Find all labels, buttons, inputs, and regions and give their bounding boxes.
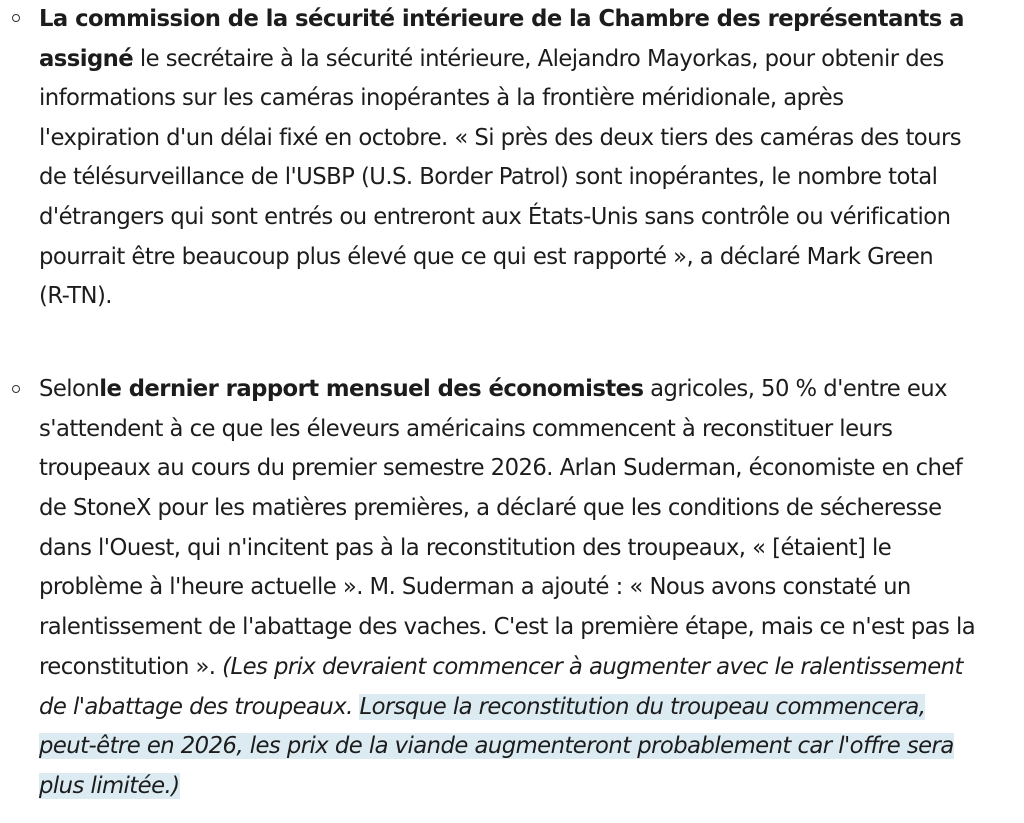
hollow-circle-bullet-icon — [12, 14, 20, 22]
text-line: troupeaux au cours du premier semestre 2026. Arlan Suderman, économiste en chef — [39, 455, 963, 482]
text-line: de télésurveillance de l'USBP (U.S. Border Patrol) sont inopérantes, le nombre total — [39, 164, 938, 191]
text-line: pourrait être beaucoup plus élevé que ce qui est rapporté », a déclaré Mark Green — [39, 243, 934, 270]
text-line — [39, 688, 1024, 728]
text-line: problème à l'heure actuelle ». M. Suderman a ajouté : « Nous avons constaté un — [39, 574, 911, 601]
text-line: (R-TN). — [39, 283, 112, 310]
italic-text: de l'abattage des troupeaux. — [39, 693, 360, 720]
text-line: informations sur les caméras inopérantes à la frontière méridionale, après — [39, 85, 844, 112]
text-line: ralentissement de l'abattage des vaches. C'est la première étape, mais ce n'est pas la — [39, 614, 976, 641]
hollow-circle-bullet-icon — [12, 385, 20, 393]
text-line: de StoneX pour les matières premières, a déclaré que les conditions de sécheresse — [39, 495, 942, 522]
italic-text: (Les prix devraient commencer à augmenter avec le ralentissement — [222, 653, 963, 680]
text-line: Selonle dernier rapport mensuel des économistes agricoles, 50 % d'entre eux — [39, 376, 948, 402]
highlighted-text: peut-être en 2026, les prix de la viande augmenteront probablement car l'offre sera — [39, 733, 954, 760]
paragraph-text — [39, 0, 1024, 317]
text-line: l'expiration d'un délai fixé en octobre. « Si près des deux tiers des caméras des tours — [39, 124, 962, 151]
text-line — [39, 727, 1024, 767]
text-line — [39, 0, 1024, 40]
bold-text: La commission de la sécurité intérieure de la Chambre des représentants a — [39, 6, 964, 32]
text-line: s'attendent à ce que les éleveurs américains commencent à reconstituer leurs — [39, 415, 893, 442]
text-line: reconstitution ». (Les prix devraient commencer à augmenter avec le ralentissement — [39, 653, 963, 680]
bold-text: le dernier rapport mensuel des économistes — [99, 376, 644, 402]
bold-text: assigné — [39, 45, 134, 72]
text-line: dans l'Ouest, qui n'incitent pas à la reconstitution des troupeaux, « [étaient] le — [39, 534, 892, 561]
highlighted-text: Lorsque la reconstitution du troupeau commencera, — [359, 693, 926, 720]
text-line: assigné le secrétaire à la sécurité intérieure, Alejandro Mayorkas, pour obtenir des — [39, 45, 944, 72]
paragraph-text — [39, 370, 1024, 807]
text-line: d'étrangers qui sont entrés ou entreront aux États-Unis sans contrôle ou vérification — [39, 203, 951, 230]
text-line — [39, 767, 1024, 807]
highlighted-text: plus limitée.) — [39, 772, 180, 799]
